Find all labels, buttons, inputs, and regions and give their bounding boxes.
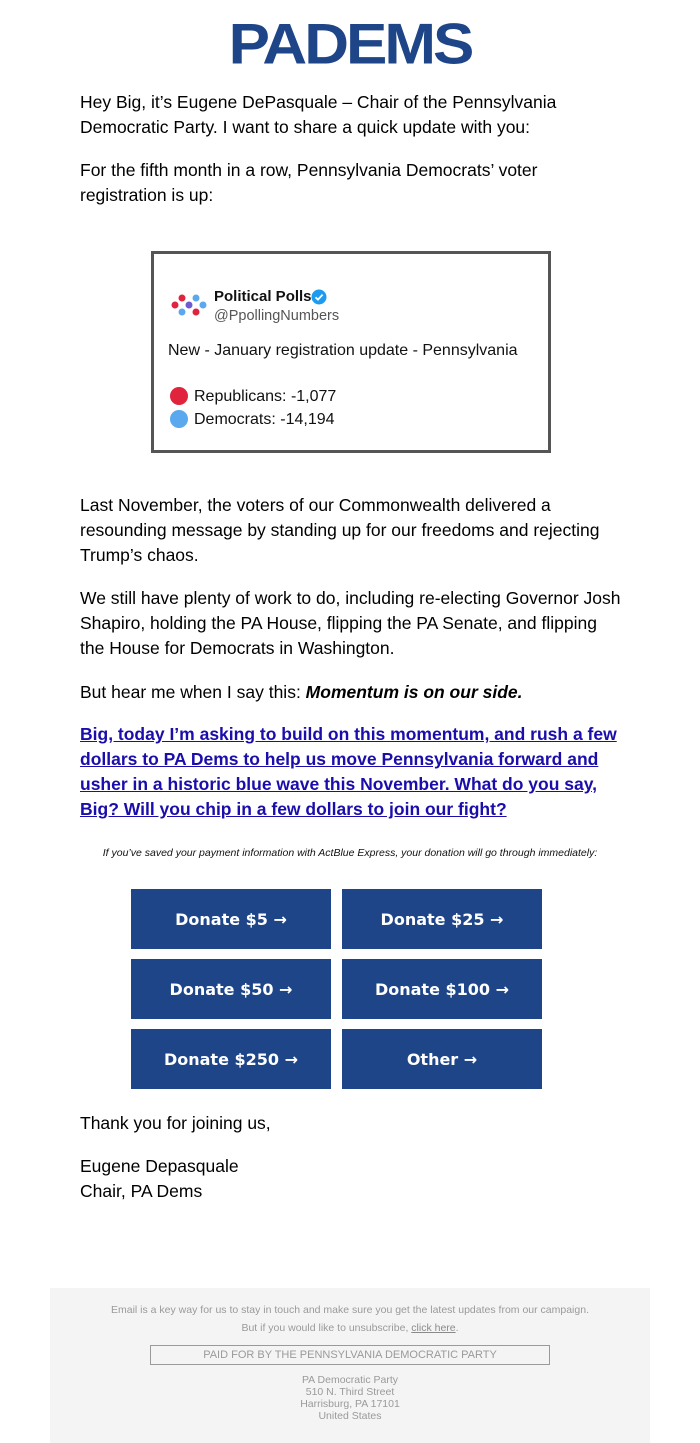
donate-25-button[interactable]: Donate $25 → xyxy=(342,889,542,949)
momentum-emphasis: Momentum is on our side. xyxy=(305,682,523,702)
intro-paragraph xyxy=(80,90,622,140)
signature-name: Eugene Depasquale xyxy=(80,1156,239,1176)
actblue-express-note: If you’ve saved your payment information with ActBlue Express, your donation will go through immediately: xyxy=(102,847,598,859)
republicans-label: Republicans: -1,077 xyxy=(194,388,337,405)
registration-text: For the fifth month in a row, Pennsylvania Democrats’ voter registration is up: xyxy=(80,160,538,205)
signature-block xyxy=(80,1154,622,1204)
tweet-handle: @PpollingNumbers xyxy=(214,308,340,324)
donate-5-button[interactable]: Donate $5 → xyxy=(131,889,331,949)
closing-text: Thank you for joining us, xyxy=(80,1113,271,1133)
footer-line2 xyxy=(50,1319,650,1337)
mailing-address xyxy=(50,1374,650,1422)
donate-100-button[interactable]: Donate $100 → xyxy=(342,959,542,1019)
unsubscribe-link[interactable]: click here xyxy=(411,1322,456,1334)
donate-other-button[interactable]: Other → xyxy=(342,1029,542,1089)
tweet-image xyxy=(151,251,551,453)
work-paragraph xyxy=(80,586,622,661)
address-line: Harrisburg, PA 17101 xyxy=(300,1398,400,1410)
donate-50-button[interactable]: Donate $50 → xyxy=(131,959,331,1019)
unsubscribe-suffix: . xyxy=(455,1322,459,1334)
tweet-text: New - January registration update - Pennsylvania xyxy=(168,342,518,359)
blue-circle-icon xyxy=(170,410,188,428)
tweet-row-democrats xyxy=(170,410,335,429)
work-text: We still have plenty of work to do, including re-electing Governor Josh Shapiro, holding the PA House, flipping the PA Senate, and flipping the House for Democrats in Washington. xyxy=(80,588,621,658)
closing-paragraph xyxy=(80,1111,622,1136)
address-line: 510 N. Third Street xyxy=(305,1386,395,1398)
intro-text: Hey Big, it’s Eugene DePasquale – Chair of the Pennsylvania Democratic Party. I want to share a quick update with you: xyxy=(80,92,557,137)
cta-donate-link[interactable]: Big, today I’m asking to build on this momentum, and rush a few dollars to PA Dems to help us move Pennsylvania forward and usher in a historic blue wave this November. What do you say, Big? Will you chip in a few dollars to join our fight? xyxy=(80,724,617,819)
address-line: PA Democratic Party xyxy=(301,1374,399,1386)
registration-paragraph xyxy=(80,158,622,208)
footer-text xyxy=(50,1301,650,1337)
momentum-paragraph xyxy=(80,680,622,705)
unsubscribe-prefix: But if you would like to unsubscribe, xyxy=(241,1322,412,1334)
november-text: Last November, the voters of our Commonwealth delivered a resounding message by standing up for our freedoms and rejecting Trump’s chaos. xyxy=(80,495,600,565)
verified-badge-icon xyxy=(311,289,327,305)
pa-dems-logo xyxy=(0,14,700,76)
email-footer xyxy=(50,1288,650,1443)
logo-text: PADEMS xyxy=(228,12,472,77)
footer-line1: Email is a key way for us to stay in touch and make sure you get the latest updates from our campaign. xyxy=(111,1304,589,1316)
tweet-account-name: Political Polls xyxy=(214,288,312,305)
donate-250-button[interactable]: Donate $250 → xyxy=(131,1029,331,1089)
red-circle-icon xyxy=(170,387,188,405)
signature-title: Chair, PA Dems xyxy=(80,1181,203,1201)
november-paragraph xyxy=(80,493,622,568)
political-polls-logo-icon xyxy=(170,290,208,320)
cta-paragraph xyxy=(80,722,622,822)
paid-for-by-disclaimer: PAID FOR BY THE PENNSYLVANIA DEMOCRATIC PARTY xyxy=(150,1345,550,1365)
tweet-row-republicans xyxy=(170,387,336,406)
address-line: United States xyxy=(318,1410,382,1422)
democrats-label: Democrats: -14,194 xyxy=(194,411,335,428)
momentum-lead: But hear me when I say this: xyxy=(80,682,306,702)
